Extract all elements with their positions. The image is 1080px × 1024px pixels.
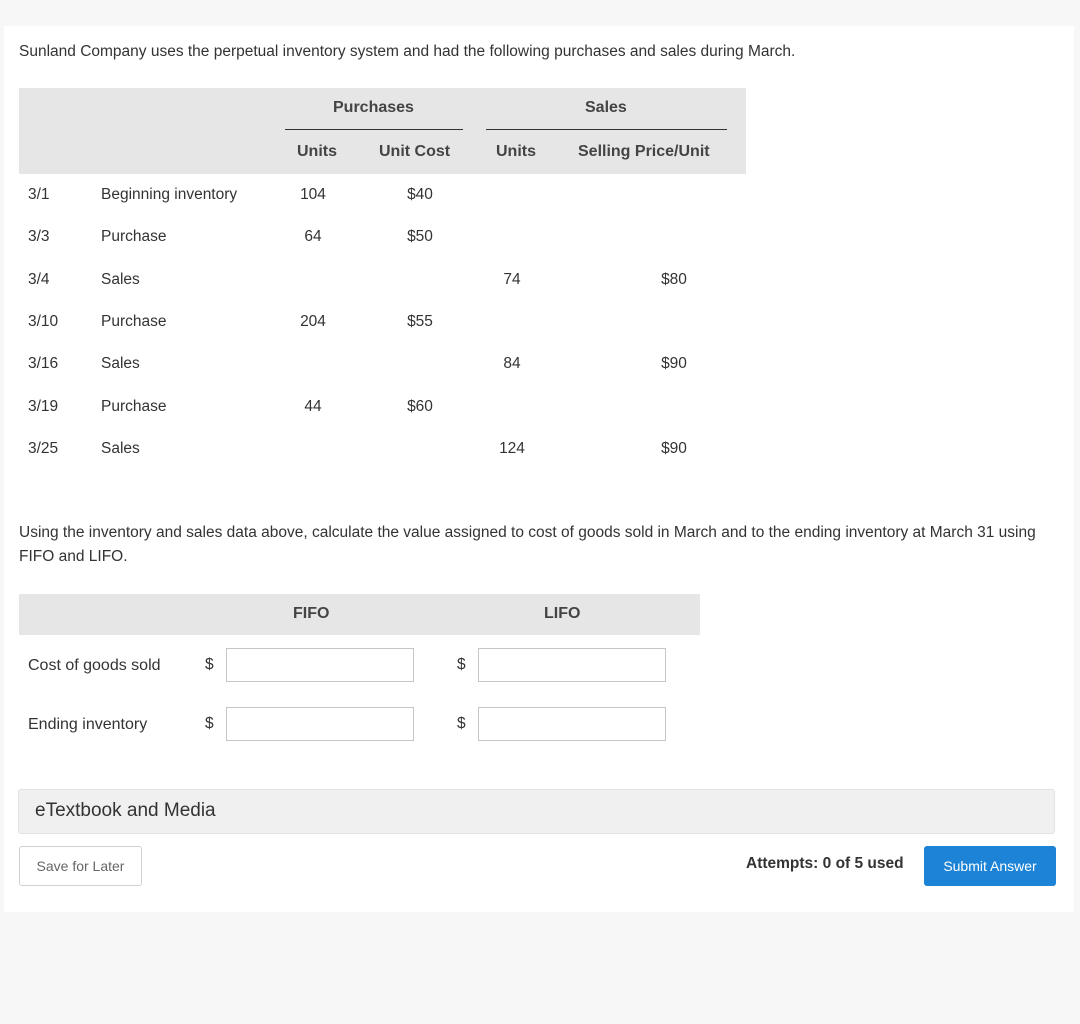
row-sales-units: 124 [499,439,525,457]
col-purchase-units: Units [297,143,337,160]
purchases-group-label: Purchases [333,99,414,116]
row-date: 3/25 [28,439,59,457]
row-date: 3/4 [28,270,50,288]
row-selling-price: $80 [661,270,687,288]
currency-sign: $ [205,715,214,732]
row-purchase-units: 64 [304,228,322,246]
row-date: 3/19 [28,397,59,415]
problem-intro: Sunland Company uses the perpetual inventory system and had the following purchases and sales during March. [19,43,796,60]
col-selling-price: Selling Price/Unit [578,143,710,160]
row-selling-price: $90 [661,439,687,457]
row-description: Sales [101,270,140,288]
row-selling-price: $90 [661,355,687,373]
row-description: Beginning inventory [101,186,238,203]
purchases-underline [285,129,463,130]
answer-table-header [19,594,700,635]
row-date: 3/10 [28,312,59,330]
row-date: 3/1 [28,186,50,203]
etextbook-media-panel[interactable] [18,789,1055,834]
cogs-fifo-input[interactable] [226,648,414,682]
col-fifo: FIFO [293,605,330,622]
row-date: 3/16 [28,355,59,373]
sales-group-label: Sales [585,99,627,116]
row-purchase-units: 204 [300,312,326,330]
table-row [0,440,760,464]
row-description: Sales [101,439,140,457]
currency-sign: $ [205,656,214,673]
cogs-lifo-input[interactable] [478,648,666,682]
row-purchase-units: 44 [304,397,322,415]
table-row [0,313,760,337]
col-sales-units: Units [496,143,536,160]
question-text: Using the inventory and sales data above, calculate the value assigned to cost of goods sold in March and to the ending inventory at March 31 using FIFO and LIFO. [19,524,1036,565]
row-purchase-units: 104 [300,186,326,203]
currency-sign: $ [457,715,466,732]
row-sales-units: 74 [503,270,521,288]
row-sales-units: 84 [503,355,521,373]
row-description: Purchase [101,312,167,330]
table-row [0,398,760,422]
currency-sign: $ [457,656,466,673]
submit-answer-button[interactable]: Submit Answer [924,846,1056,886]
save-for-later-button[interactable]: Save for Later [19,846,142,886]
table-row [0,186,760,210]
ending-fifo-input[interactable] [226,707,414,741]
table-row [0,271,760,295]
row-unit-cost: $55 [407,312,433,330]
attempts-counter: Attempts: 0 of 5 used [746,855,904,872]
row-description: Sales [101,355,140,373]
sales-underline [486,129,727,130]
col-lifo: LIFO [544,605,581,622]
col-unit-cost: Unit Cost [379,143,451,160]
row-unit-cost: $60 [407,397,433,415]
row-date: 3/3 [28,228,50,246]
row-unit-cost: $40 [407,186,433,203]
row-unit-cost: $50 [407,228,433,246]
ending-lifo-input[interactable] [478,707,666,741]
table-row [0,228,760,252]
row-label-ending-inventory: Ending inventory [28,716,148,733]
row-label-cogs: Cost of goods sold [28,657,161,674]
row-description: Purchase [101,228,167,246]
etextbook-label: eTextbook and Media [35,800,216,821]
row-description: Purchase [101,397,167,415]
table-row [0,355,760,379]
